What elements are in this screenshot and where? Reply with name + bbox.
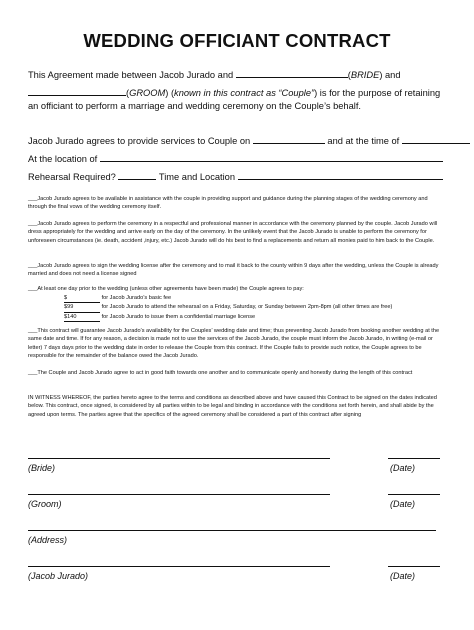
services-line-1: Jacob Jurado agrees to provide services to Couple on and at the time of (28, 134, 470, 146)
clause-planning-support: ___Jacob Jurado agrees to be available in assistance with the couple in providing support and guidance during the planning stages of the wedding ceremony and through the final vows of the wedding ceremony itself. (28, 196, 428, 211)
rehearsal-time-location-field[interactable] (238, 170, 443, 180)
fee-row: $ for Jacob Jurado’s basic fee (64, 294, 444, 303)
clause-availability: ___This contract will guarantee Jacob Jurado’s availability for the Couples’ wedding date and time; thus preventing Jacob Jurado from booking another wedding at the same date and time. If for any reason, a decision is made not to use the services of the Jacob Jurado, the couple must inform the Jacob Jurado, in writing (e-mail or letter) 7 days days prior to the wedding date in order to release the Couple from this contract. If the Couple fails to provide such notice, the Couple agrees to be responsible for the remainder of the balance owed the Jacob Jurado. (28, 328, 440, 359)
clause-payment: ___At least one day prior to the wedding (unless other agreements have been made) the Couple agrees to pay: (28, 286, 304, 292)
clause-in-witness: IN WITNESS WHEREOF, the parties hereto agree to the terms and conditions as described above and have caused this Contract to be signed on the dates indicated below. This contract, once signed, is considered by all parties within to be legal and binding in accordance with the conditions set forth herein, and shall abide by the agreed upon terms. The parties agree that the specifics of the agreed ceremony shall be considered a part of this contract after signing (28, 395, 437, 418)
groom-date-line[interactable] (388, 494, 440, 495)
service-date-field[interactable] (253, 134, 325, 144)
fee-list (64, 294, 444, 322)
intro-line-1: This Agreement made between Jacob Jurado and (BRIDE) and (28, 70, 401, 80)
groom-signature-line[interactable] (28, 494, 330, 495)
date-label: (Date) (390, 571, 416, 581)
intro-line-3: an officiant to perform a marriage and wedding ceremony on the Couple’s behalf. (28, 101, 361, 111)
bride-name-field[interactable] (236, 68, 348, 78)
clause-license-signing: ___Jacob Jurado agrees to sign the wedding license after the ceremony and to mail it back to the county within 9 days after the wedding, unless the Couple is already married and does not need a license signed (28, 263, 439, 278)
services-line-3: Rehearsal Required? Time and Location (28, 170, 443, 182)
date-label: (Date) (390, 499, 416, 509)
clause-good-faith: ___The Couple and Jacob Jurado agree to act in good faith towards one another and to communicate openly and honestly during the length of this contract (28, 370, 413, 376)
services-line-2: At the location of (28, 152, 443, 164)
rehearsal-required-field[interactable] (118, 170, 156, 180)
officiant-label: (Jacob Jurado) (28, 571, 89, 581)
address-label: (Address) (28, 535, 68, 545)
groom-label: (Groom) (28, 499, 62, 509)
bride-date-line[interactable] (388, 458, 440, 459)
location-field[interactable] (100, 152, 443, 162)
page-title: WEDDING OFFICIANT CONTRACT (83, 30, 391, 51)
address-line[interactable] (28, 530, 436, 531)
fee-row: $140 for Jacob Jurado to issue them a confidential marriage license (64, 313, 444, 322)
clause-ceremony-performance: ___Jacob Jurado agrees to perform the ceremony in a respectful and professional manner in accordance with the ceremony planned by the couple. Jacob Jurado will dress appropriately for the wedding and arrive early on the day of the ceremony. In the unlikely event that the Jacob Jurado is unable to perform the ceremony for unforeseen circumstances (ie. death, accident ,injury, etc.) Jacob Jurado will do his best to find a replacements and return all monies paid to him back to the Couple. (28, 221, 438, 244)
fee-row: $99 for Jacob Jurado to attend the rehearsal on a Friday, Saturday, or Sunday between 2pm-8pm (all other times are free) (64, 303, 444, 312)
groom-name-field[interactable] (28, 86, 126, 96)
bride-signature-line[interactable] (28, 458, 330, 459)
officiant-signature-line[interactable] (28, 566, 330, 567)
service-time-field[interactable] (402, 134, 470, 144)
officiant-date-line[interactable] (388, 566, 440, 567)
intro-line-2: (GROOM) (known in this contract as “Couple”) is for the purpose of retaining (28, 86, 440, 98)
bride-label: (Bride) (28, 463, 56, 473)
date-label: (Date) (390, 463, 416, 473)
